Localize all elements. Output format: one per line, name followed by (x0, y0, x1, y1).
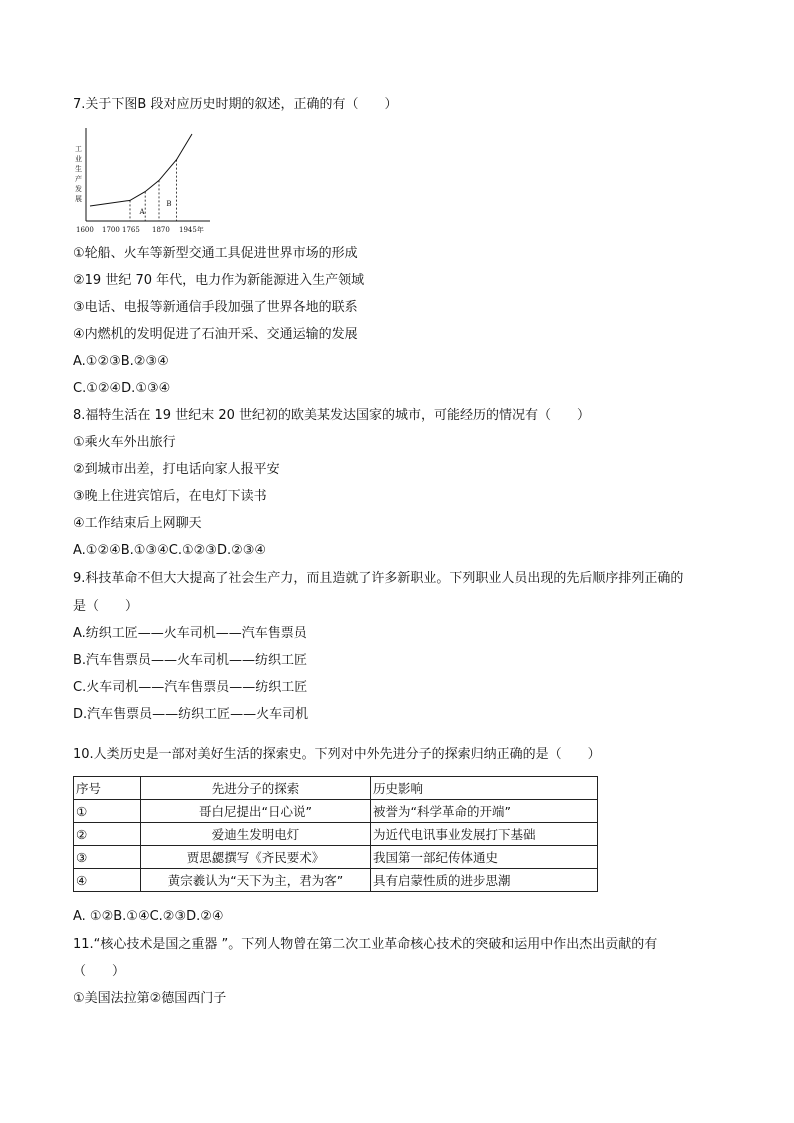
q9-option-a: A.纺织工匠——火车司机——汽车售票员 (73, 626, 307, 641)
industrial-growth-chart (72, 126, 212, 236)
header-exploration: 先进分子的探索 (141, 777, 371, 800)
ylabel-char-5: 展 (75, 195, 82, 203)
q11-stem: 11.“核心技术是国之重器 ”。下列人物曾在第二次工业革命核心技术的突破和运用中作出杰出贡献的有 (73, 937, 658, 952)
q7-stem: 7.关于下图B 段对应历史时期的叙述，正确的有（ ） (73, 97, 398, 112)
row-exploration: 贾思勰撰写《齐民要术》 (141, 846, 371, 869)
ylabel-char-0: 工 (75, 145, 82, 153)
x-tick-1700: 1700 (102, 226, 120, 234)
y-axis-label (75, 145, 82, 203)
row-index: ① (74, 800, 141, 823)
ylabel-char-4: 发 (75, 185, 82, 193)
ylabel-char-1: 业 (75, 155, 82, 163)
q7-option-2: ②19 世纪 70 年代，电力作为新能源进入生产领域 (73, 273, 365, 288)
q11-paren: （ ） (73, 964, 126, 979)
segment-label-b: B (166, 200, 172, 208)
q7-option-1: ①轮船、火车等新型交通工具促进世界市场的形成 (73, 246, 358, 261)
production-curve (90, 134, 192, 206)
row-exploration: 哥白尼提出“日心说” (141, 800, 371, 823)
q8-answers: A.①②④B.①③④C.①②③D.②③④ (73, 543, 267, 558)
q7-option-3: ③电话、电报等新通信手段加强了世界各地的联系 (73, 300, 358, 315)
q8-option-4: ④工作结束后上网聊天 (73, 516, 202, 531)
row-impact: 被誉为“科学革命的开端” (371, 800, 598, 823)
q11-options: ①美国法拉第②德国西门子 (73, 991, 227, 1006)
q10-stem: 10.人类历史是一部对美好生活的探索史。下列对中外先进分子的探索归纳正确的是（ ） (73, 747, 601, 762)
table-row (74, 823, 598, 846)
q7-option-4: ④内燃机的发明促进了石油开采、交通运输的发展 (73, 327, 358, 342)
q10-answers: A. ①②B.①④C.②③D.②④ (73, 909, 224, 924)
q9-stem-line2: 是（ ） (73, 599, 139, 614)
row-exploration: 爱迪生发明电灯 (141, 823, 371, 846)
ylabel-char-3: 产 (75, 175, 82, 183)
row-impact: 我国第一部纪传体通史 (371, 846, 598, 869)
ylabel-char-2: 生 (75, 165, 82, 173)
header-index: 序号 (74, 777, 141, 800)
header-impact: 历史影响 (371, 777, 598, 800)
table-row (74, 846, 598, 869)
table-header-row (74, 777, 598, 800)
row-index: ③ (74, 846, 141, 869)
x-tick-1600: 1600 (76, 226, 94, 234)
q9-option-d: D.汽车售票员——纺织工匠——火车司机 (73, 707, 309, 722)
q8-option-3: ③晚上住进宾馆后，在电灯下读书 (73, 489, 267, 504)
row-index: ④ (74, 869, 141, 892)
q9-stem-line1: 9.科技革命不但大大提高了社会生产力，而且造就了许多新职业。下列职业人员出现的先后顺序排列正确的 (73, 571, 684, 586)
x-tick-1870: 1870 (152, 226, 170, 234)
q8-option-1: ①乘火车外出旅行 (73, 435, 176, 450)
q7-answers-cd: C.①②④D.①③④ (73, 381, 171, 396)
q8-option-2: ②到城市出差，打电话向家人报平安 (73, 462, 280, 477)
row-index: ② (74, 823, 141, 846)
x-tick-1945: 1945年 (179, 226, 204, 234)
segment-label-a: A (139, 208, 145, 216)
table-row (74, 869, 598, 892)
q8-stem: 8.福特生活在 19 世纪末 20 世纪初的欧美某发达国家的城市，可能经历的情况有（ ） (73, 408, 591, 423)
row-exploration: 黄宗羲认为“天下为主，君为客” (141, 869, 371, 892)
q10-table (73, 776, 598, 892)
q7-answers-ab: A.①②③B.②③④ (73, 354, 169, 369)
table-row (74, 800, 598, 823)
row-impact: 为近代电讯事业发展打下基础 (371, 823, 598, 846)
row-impact: 具有启蒙性质的进步思潮 (371, 869, 598, 892)
q9-option-b: B.汽车售票员——火车司机——纺织工匠 (73, 653, 308, 668)
q9-option-c: C.火车司机——汽车售票员——纺织工匠 (73, 680, 308, 695)
x-tick-1765: 1765 (122, 226, 140, 234)
